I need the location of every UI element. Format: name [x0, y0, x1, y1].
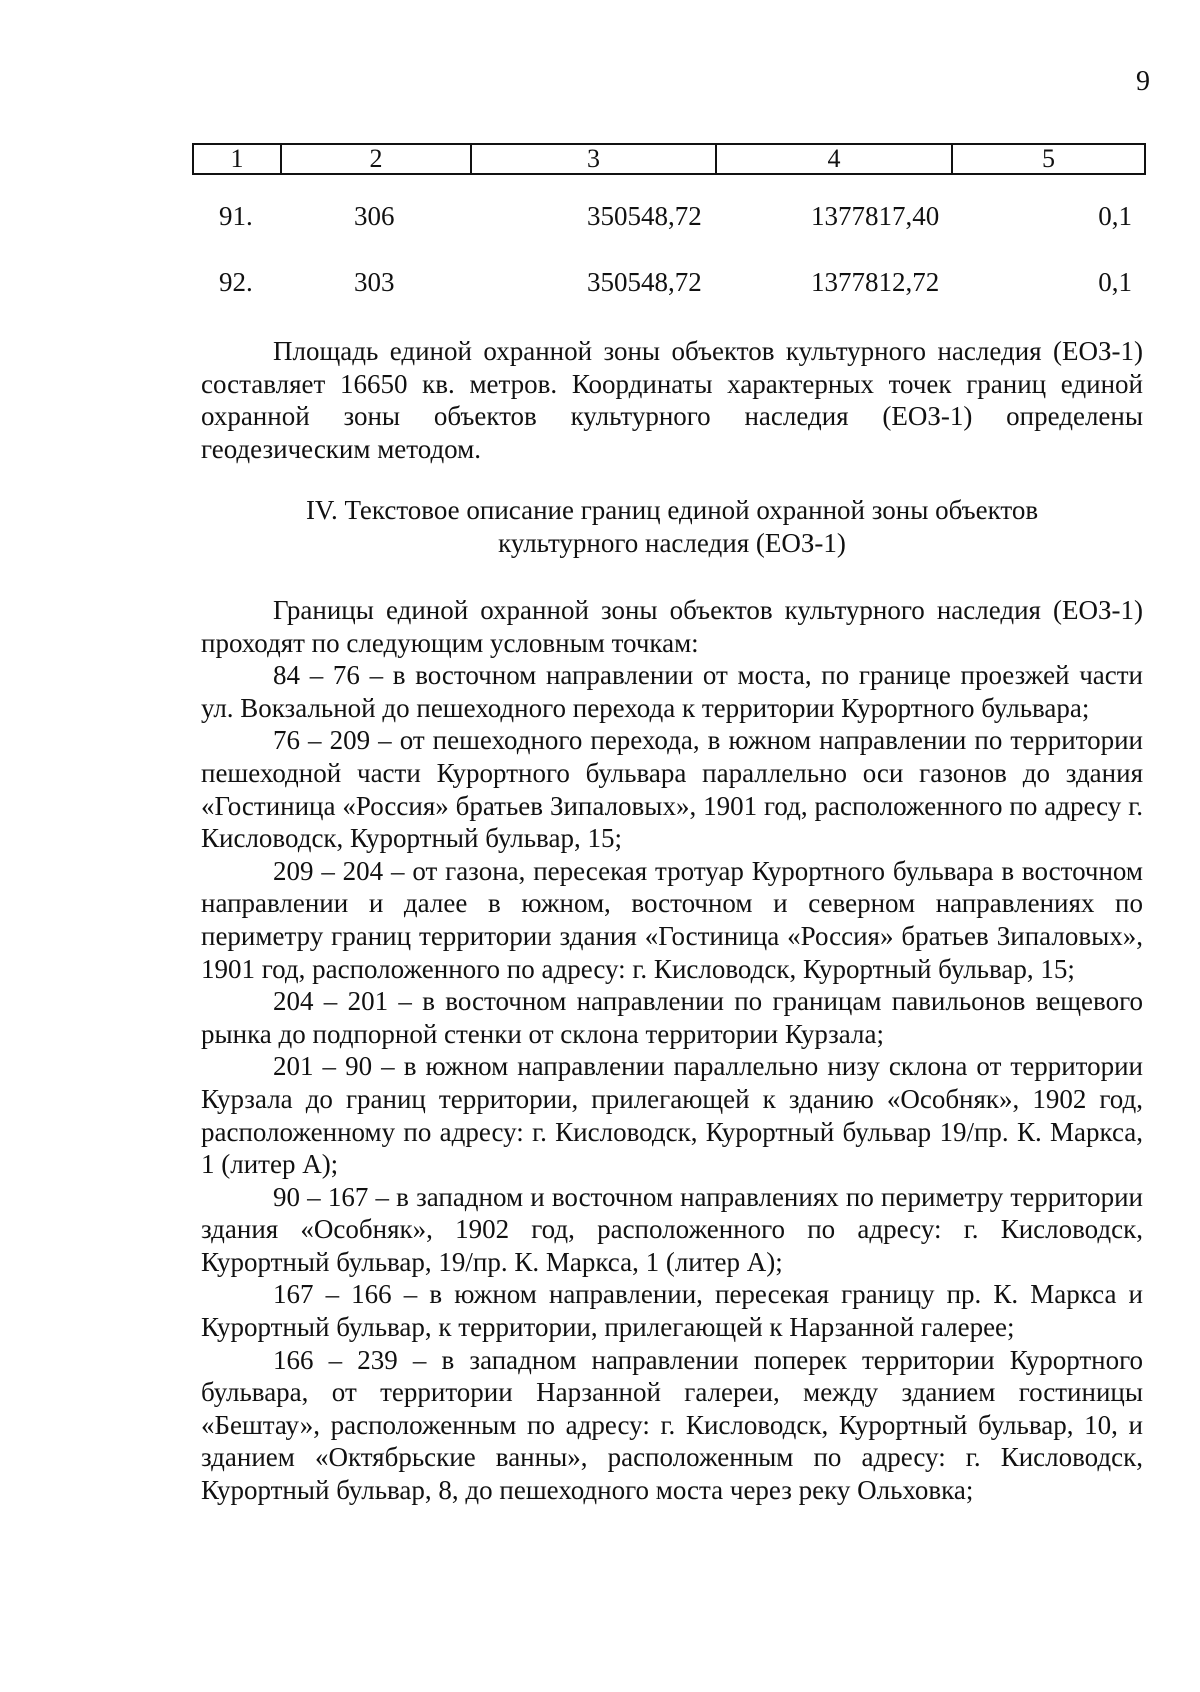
- area-paragraph: Площадь единой охранной зоны объектов культурного наследия (ЕОЗ-1) составляет 16650 кв. метров. Координаты характерных точек границ единой охранной зоны объектов культурного наследия (ЕОЗ-1) определены геодезическим методом.: [201, 336, 1143, 464]
- table-header-cell: 3: [472, 145, 717, 173]
- table-header-cell: 4: [717, 145, 953, 173]
- accuracy-value: 0,1: [1098, 201, 1132, 231]
- point-number: 306: [354, 201, 395, 231]
- area-paragraph-block: [201, 335, 1143, 465]
- coordinate-y: 1377812,72: [811, 267, 940, 297]
- table-header-cell: 2: [282, 145, 472, 173]
- boundary-segment-item: 209 – 204 – от газона, пересекая тротуар Курортного бульвара в восточном направлении и далее в южном, восточном и северном направлениях по периметру границ территории здания «Гостиница «Россия» братьев Зипаловых», 1901 год, расположенного по адресу: г. Кисловодск, Курортный бульвар, 15;: [201, 855, 1143, 984]
- boundary-segment-item: 167 – 166 – в южном направлении, пересекая границу пр. К. Маркса и Курортный бульвар, к территории, прилегающей к Нарзанной галерее;: [201, 1279, 1143, 1343]
- boundary-description: [201, 594, 1143, 1507]
- coordinate-y: 1377817,40: [811, 201, 940, 231]
- table-row: [192, 198, 1146, 234]
- table-row: [192, 264, 1146, 300]
- table-header-cell: 5: [1042, 144, 1055, 173]
- row-number: 92.: [219, 267, 253, 297]
- boundary-segment-item: 201 – 90 – в южном направлении параллельно низу склона от территории Курзала до границ территории, прилегающей к зданию «Особняк», 1902 год, расположенному по адресу: г. Кисловодск, Курортный бульвар 19/пр. К. Маркса, 1 (литер А);: [201, 1051, 1143, 1180]
- section-title-line-1: IV. Текстовое описание границ единой охранной зоны объектов: [305, 495, 1039, 525]
- coordinate-x: 350548,72: [587, 267, 702, 297]
- accuracy-value: 0,1: [1098, 267, 1132, 297]
- description-intro: Границы единой охранной зоны объектов культурного наследия (ЕОЗ-1) проходят по следующим условным точкам:: [201, 595, 1143, 658]
- boundary-segment-item: 90 – 167 – в западном и восточном направлениях по периметру территории здания «Особняк», 1902 год, расположенного по адресу: г. Кисловодск, Курортный бульвар, 19/пр. К. Маркса, 1 (литер А);: [201, 1181, 1143, 1277]
- coordinates-table-header: [192, 143, 1146, 175]
- boundary-segment-item: 166 – 239 – в западном направлении поперек территории Курортного бульвара, от территории Нарзанной галереи, между зданием гостиницы «Бештау», расположенным по адресу: г. Кисловодск, Курортный бульвар, 10, и зданием «Октябрьские ванны», расположенным по адресу: г. Кисловодск, Курортный бульвар, 8, до пешеходного моста через реку Ольховка;: [201, 1344, 1143, 1506]
- page-number: 9: [1136, 66, 1150, 97]
- table-header-cell: 1: [194, 145, 282, 173]
- section-heading: [201, 494, 1143, 560]
- boundary-segment-item: 76 – 209 – от пешеходного перехода, в южном направлении по территории пешеходной части Курортного бульвара параллельно оси газонов до здания «Гостиница «Россия» братьев Зипаловых», 1901 год, расположенного по адресу г. Кисловодск, Курортный бульвар, 15;: [201, 725, 1143, 854]
- coordinate-x: 350548,72: [587, 201, 702, 231]
- section-title-line-2: культурного наследия (ЕОЗ-1): [498, 528, 846, 558]
- row-number: 91.: [219, 201, 253, 231]
- boundary-segment-item: 84 – 76 – в восточном направлении от моста, по границе проезжей части ул. Вокзальной до пешеходного перехода к территории Курортного бульвара;: [201, 660, 1143, 723]
- point-number: 303: [354, 267, 395, 297]
- boundary-segment-item: 204 – 201 – в восточном направлении по границам павильонов вещевого рынка до подпорной стенки от склона территории Курзала;: [201, 986, 1143, 1049]
